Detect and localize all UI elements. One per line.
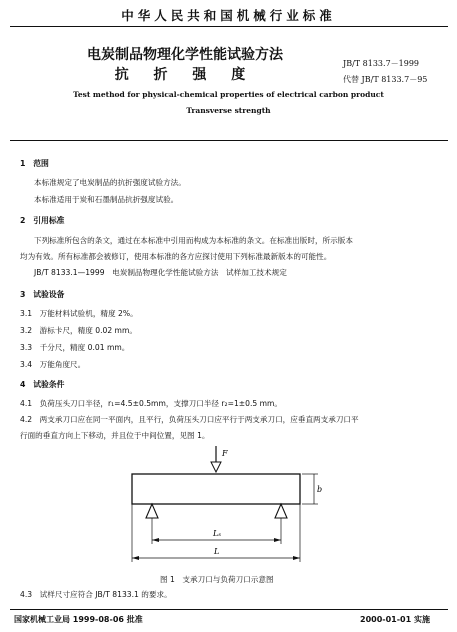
- footer-approval: 国家机械工业局 1999-08-06 批准: [14, 615, 143, 624]
- section-3-heading: 3 试验设备: [20, 290, 65, 299]
- section-3-item-1: 3.1 万能材料试验机，精度 2%。: [20, 309, 138, 318]
- length-dimension: [132, 556, 300, 560]
- section-2-paragraph-line1: 下列标准所包含的条文，通过在本标准中引用而构成为本标准的条文。在标准出版时，所示版本: [34, 236, 353, 245]
- figure-1-diagram: [0, 440, 457, 575]
- replaces-standard: 代替 JB/T 8133.7－95: [343, 75, 428, 84]
- figure-1-caption: 图 1 支承刀口与负荷刀口示意图: [160, 575, 274, 584]
- title-english-line1: Test method for physical-chemical properties of electrical carbon product: [73, 90, 384, 99]
- section-4-heading: 4 试验条件: [20, 380, 65, 389]
- title-rule: [10, 140, 448, 141]
- thickness-dimension: [302, 474, 318, 504]
- left-support-edge: [146, 504, 158, 518]
- section-1-paragraph-2: 本标准适用于炭和石墨制品抗折强度试验。: [34, 195, 179, 204]
- span-dimension: [152, 538, 281, 542]
- standard-body-header: 中华人民共和国机械行业标准: [121, 8, 336, 23]
- section-4-item-2-line2: 行面的垂直方向上下移动，并且位于中间位置，见图 1。: [20, 431, 210, 440]
- label-l: L: [214, 547, 220, 556]
- header-rule: [10, 26, 448, 27]
- section-1-heading: 1 范围: [20, 159, 49, 168]
- section-3-item-3: 3.3 千分尺，精度 0.01 mm。: [20, 343, 130, 352]
- title-english-line2: Transverse strength: [186, 106, 271, 115]
- title-chinese-line1: 电炭制品物理化学性能试验方法: [87, 47, 283, 63]
- label-ls: Lₛ: [213, 529, 222, 538]
- section-4-item-3: 4.3 试样尺寸应符合 JB/T 8133.1 的要求。: [20, 590, 172, 599]
- section-3-item-2: 3.2 游标卡尺，精度 0.02 mm。: [20, 326, 137, 335]
- section-4-item-2-line1: 4.2 两支承刀口应在同一平面内，且平行，负荷压头刀口应平行于两支承刀口，应垂直两支承刀口平: [20, 415, 359, 424]
- footer-rule: [10, 609, 448, 610]
- label-b: b: [317, 485, 323, 494]
- section-1-paragraph-1: 本标准规定了电炭制品的抗折强度试验方法。: [34, 178, 186, 187]
- right-support-edge: [275, 504, 287, 518]
- section-4-item-1: 4.1 负荷压头刀口半径，r₁=4.5±0.5mm，支撑刀口半径 r₂=1±0.5 mm。: [20, 399, 283, 408]
- section-3-item-4: 3.4 万能角度尺。: [20, 360, 86, 369]
- section-2-reference: JB/T 8133.1—1999 电炭制品物理化学性能试验方法 试样加工技术规定: [34, 268, 287, 277]
- specimen-bar: [132, 474, 300, 504]
- section-2-paragraph-line2: 均为有效。所有标准都会被修订，使用本标准的各方应探讨使用下列标准最新版本的可能性。: [20, 252, 332, 261]
- section-2-heading: 2 引用标准: [20, 216, 65, 225]
- label-f: F: [222, 449, 228, 458]
- footer-effective-date: 2000-01-01 实施: [360, 615, 430, 624]
- standard-number: JB/T 8133.7－1999: [343, 59, 420, 68]
- title-chinese-line2: 抗 折 强 度: [114, 67, 256, 83]
- load-arrow: [211, 446, 221, 472]
